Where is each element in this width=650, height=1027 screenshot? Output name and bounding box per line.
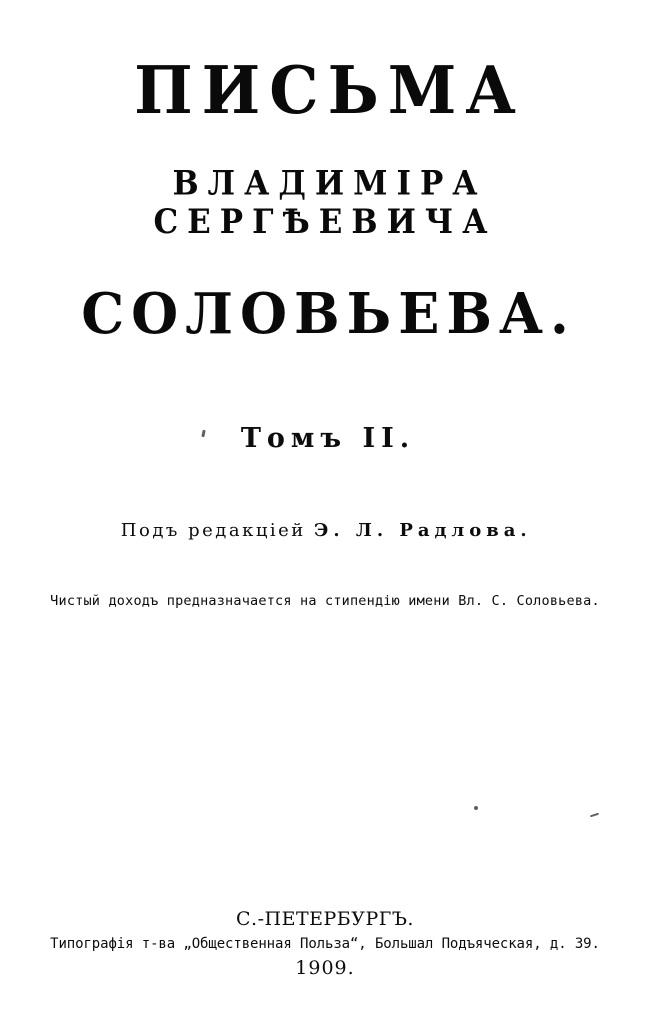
editor-name: Э. Л. Радлова. — [314, 520, 532, 542]
editor-prefix: Подъ редакціей — [120, 520, 306, 542]
editor-credit — [118, 520, 531, 541]
author-given-names: ВЛАДИМІРА СЕРГѢЕВИЧА — [153, 164, 497, 242]
imprint-year: 1909. — [295, 957, 355, 979]
volume-label: Томъ II. — [240, 423, 416, 455]
scan-speck-icon — [474, 806, 478, 810]
author-surname: СОЛОВЬЕВА. — [81, 279, 576, 347]
imprint-printer: Типографія т-ва „Общественная Польза“, Большал Подъяческая, д. 39. — [50, 936, 600, 952]
scan-speck-icon — [590, 813, 599, 818]
scan-speck-icon — [201, 430, 205, 437]
imprint-block — [0, 908, 650, 979]
proceeds-notice: Чистый доходъ предназначается на стипендію имени Вл. С. Соловьева. — [50, 593, 600, 610]
imprint-city: С.-ПЕТЕРБУРГЪ. — [236, 908, 414, 930]
page-title: ПИСЬМА — [134, 52, 525, 129]
